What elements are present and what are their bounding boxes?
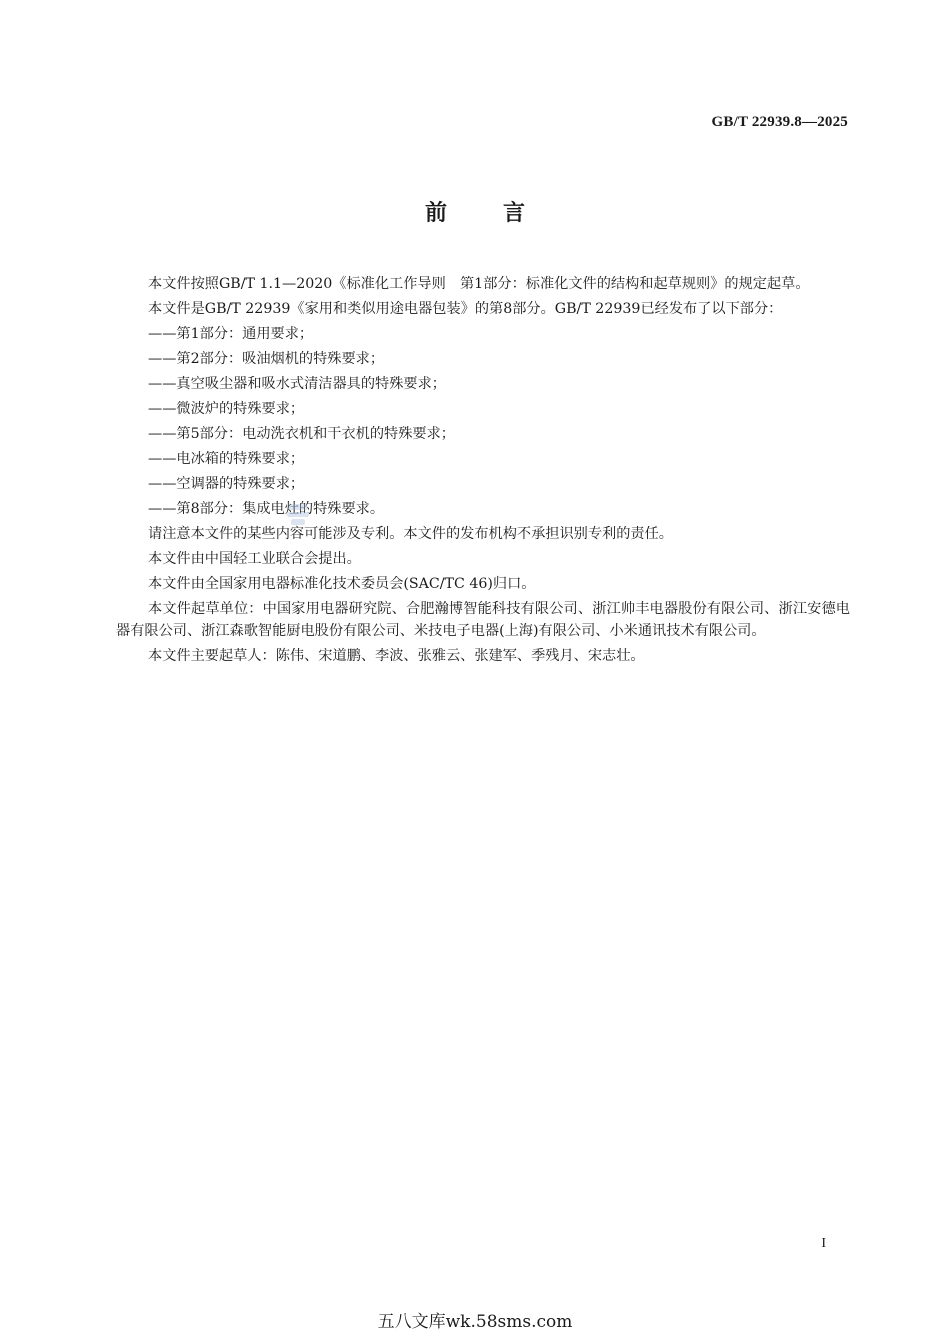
page-number: I [821,1236,826,1251]
standard-code: GB/T 22939.8—2025 [711,114,848,130]
parts-list [116,323,850,520]
list-item: ——空调器的特殊要求； [148,476,305,492]
list-item: ——第5部分：电动洗衣机和干衣机的特殊要求； [148,426,455,442]
list-item: ——第2部分：吸油烟机的特殊要求； [148,351,385,367]
list-item: ——微波炉的特殊要求； [148,401,305,417]
paragraph-committee: 本文件由全国家用电器标准化技术委员会(SAC/TC 46)归口。 [148,576,536,592]
paragraph-patent-notice: 请注意本文件的某些内容可能涉及专利。本文件的发布机构不承担识别专利的责任。 [148,526,673,542]
page-title: 前言 [424,201,581,226]
paragraph-drafting-units: 本文件起草单位：中国家用电器研究院、合肥瀚博智能科技有限公司、浙江帅丰电器股份有限公司、浙江安德电器有限公司、浙江森歌智能厨电股份有限公司、米技电子电器(上海)有限公司、小米通讯技术有限公司。 [116,601,850,639]
list-item: ——电冰箱的特殊要求； [148,451,305,467]
paragraph-part-intro: 本文件是GB/T 22939《家用和类似用途电器包装》的第8部分。GB/T 22939已经发布了以下部分： [148,301,783,317]
watermark-logo-icon [283,500,313,528]
list-item: ——第1部分：通用要求； [148,326,314,342]
list-item: ——真空吸尘器和吸水式清洁器具的特殊要求； [148,376,446,392]
paragraph-drafters: 本文件主要起草人：陈伟、宋道鹏、李波、张雅云、张建军、季残月、宋志壮。 [148,648,645,664]
paragraph-proposer: 本文件由中国轻工业联合会提出。 [148,551,361,567]
paragraph-drafting-rules: 本文件按照GB/T 1.1—2020《标准化工作导则 第1部分：标准化文件的结构和起草规则》的规定起草。 [148,276,810,292]
list-item: ——第8部分：集成电灶的特殊要求。 [148,501,385,517]
footer-site-link[interactable]: 五八文库wk.58sms.com [377,1312,573,1332]
preface-content [116,273,850,670]
